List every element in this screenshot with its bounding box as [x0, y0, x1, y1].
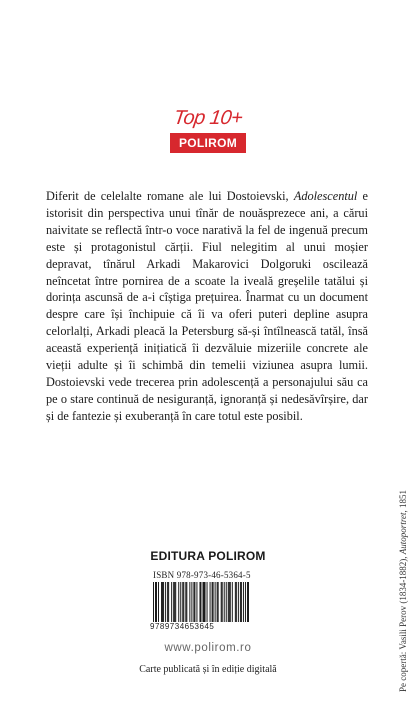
barcode-bar — [224, 582, 225, 622]
barcode-bar — [196, 582, 197, 622]
barcode-bar — [162, 582, 163, 622]
barcode-bar — [153, 582, 154, 622]
series-publisher-badge: POLIROM — [170, 133, 246, 153]
barcode-bar — [189, 582, 190, 622]
barcode-bar — [173, 582, 174, 622]
digital-edition-note: Carte publicată și în ediție digitală — [139, 664, 277, 675]
barcode-bar — [213, 582, 214, 622]
barcode-bar — [210, 582, 211, 622]
barcode-bar — [247, 582, 248, 622]
barcode-bar — [218, 582, 219, 622]
barcode-digits: 9789734653645 — [150, 622, 215, 631]
barcode-bar — [185, 582, 186, 622]
barcode-bar — [193, 582, 194, 622]
barcode-bar — [240, 582, 241, 622]
barcode-bar — [171, 582, 172, 622]
cover-credit-work: Autoportret — [398, 512, 408, 555]
barcode-bar — [200, 582, 201, 622]
series-top-label: Top 10+ — [172, 107, 244, 129]
barcode-bar — [186, 582, 187, 622]
isbn-label: ISBN 978-973-46-5364-5 — [153, 570, 251, 580]
barcode-bar — [232, 582, 233, 622]
blurb-book-title: Adolescentul — [293, 189, 358, 203]
barcode-bar — [204, 582, 205, 622]
barcode-bar — [238, 582, 239, 622]
barcode-bar — [203, 582, 204, 622]
barcode-bar — [222, 582, 223, 622]
barcode-bar — [158, 582, 159, 622]
barcode-bar — [212, 582, 213, 622]
barcode-bar — [217, 582, 218, 622]
barcode-bar — [194, 582, 195, 622]
barcode-bar — [221, 582, 222, 622]
cover-credit-prefix: Pe copertă: Vasili Perov (1834-1882), — [398, 554, 408, 692]
barcode-bar — [205, 582, 206, 622]
barcode-bar — [156, 582, 157, 622]
barcode-bar — [155, 582, 156, 622]
barcode-bar — [199, 582, 200, 622]
barcode-bar — [229, 582, 230, 622]
barcode-bar — [174, 582, 175, 622]
barcode-bar — [228, 582, 229, 622]
barcode-bar — [163, 582, 164, 622]
barcode-bar — [215, 582, 216, 622]
barcode-bar — [243, 582, 244, 622]
barcode-bar — [182, 582, 183, 622]
barcode-bar — [230, 582, 231, 622]
website-link[interactable]: www.polirom.ro — [164, 642, 252, 654]
cover-credit — [398, 490, 408, 692]
series-mark — [158, 106, 258, 153]
blurb-part-2: e istorisit din perspectiva unui tînăr de nouăsprezece ani, a cărui naivitate se reflectă într-o voce narativă la fel de ingenuă precum este și protagonistul cărții. Fiul nelegitim al unui moșier depravat, tînărul Arkadi Makarovici Dolgoruki oscilează neîncetat între pornirea de a scoate la iveală greșelile tatălui și dorința ascunsă de a-i cîștiga prețuirea. Înarmat cu un document despre care își închipuie că îi va oferi puteri depline asupra celorlalți, Arkadi pleacă la Petersburg să-și întîlnească tatăl, însă această experiență inițiatică îi dezvăluie mizeriile concrete ale vieții adulte și îi schimbă din temelii viziunea asupra lumii. Dostoievski vede trecerea prin adolescență a personajului său ca pe o stare continuă de nesiguranță, ignoranță și nedesăvîrșire, dar și de fantezie și exuberanță în care totul este posibil. — [46, 189, 368, 423]
publisher-name: EDITURA POLIROM — [150, 549, 266, 563]
barcode-bar — [165, 582, 166, 622]
cover-credit-suffix: , 1851 — [398, 490, 408, 513]
barcode-bar — [178, 582, 179, 622]
barcode — [153, 582, 249, 622]
blurb-paragraph — [46, 188, 368, 425]
barcode-bar — [236, 582, 237, 622]
barcode-bar — [235, 582, 236, 622]
barcode-bar — [226, 582, 227, 622]
barcode-bar — [168, 582, 169, 622]
blurb-part-1: Diferit de celelalte romane ale lui Dostoievski, — [46, 189, 294, 203]
barcode-bar — [241, 582, 242, 622]
barcode-bar — [207, 582, 208, 622]
barcode-bar — [245, 582, 246, 622]
barcode-bar — [248, 582, 249, 622]
barcode-bar — [180, 582, 181, 622]
barcode-bar — [175, 582, 176, 622]
barcode-bar — [191, 582, 192, 622]
book-blurb — [46, 188, 368, 425]
barcode-bar — [161, 582, 162, 622]
barcode-bar — [167, 582, 168, 622]
barcode-bar — [183, 582, 184, 622]
series-logo — [0, 106, 416, 153]
